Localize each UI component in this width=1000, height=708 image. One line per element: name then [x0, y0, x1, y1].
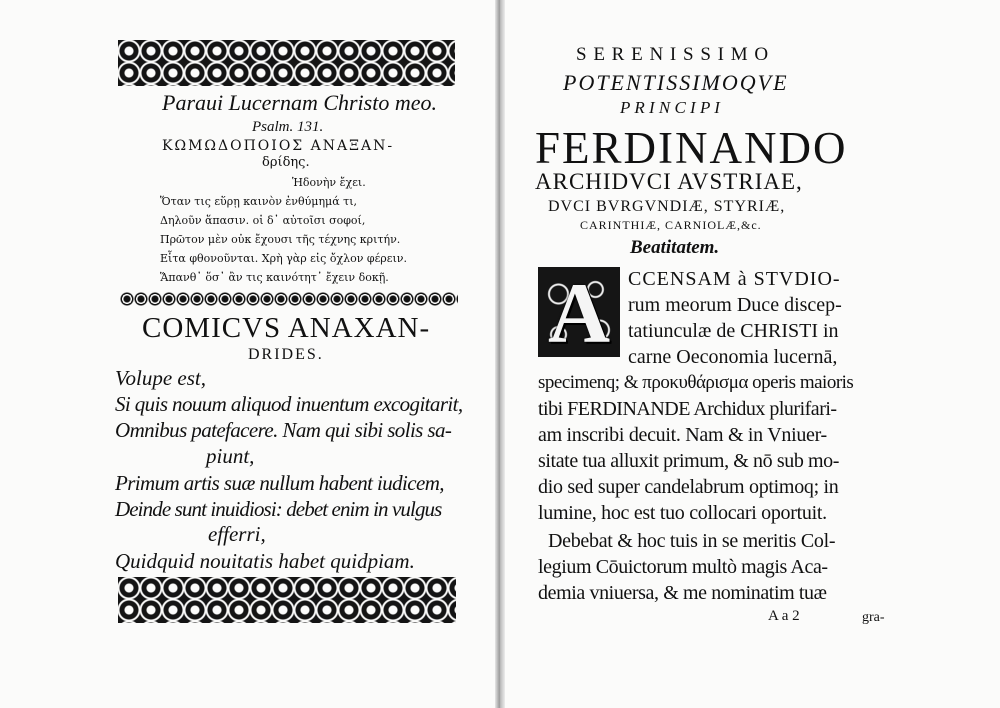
- divider-ornament: [120, 292, 458, 306]
- latin-verse-line: Quidquid nouitatis habet quidpiam.: [115, 549, 415, 573]
- body-line: tatiunculæ de CHRISTI in: [628, 320, 839, 342]
- signature-mark: A a 2: [768, 608, 800, 624]
- body-line: rum meorum Duce discep-: [628, 294, 842, 316]
- latin-verse-line: Omnibus patefacere. Nam qui sibi solis sa-: [115, 418, 452, 442]
- epigraph: Paraui Lucernam Christo meo.: [162, 90, 437, 115]
- body-line: specimenq; & προκυθάρισμα operis maioris: [538, 372, 854, 393]
- latin-verse-line: Deinde sunt inuidiosi: debet enim in vulgus: [115, 497, 442, 521]
- latin-heading-line-1: COMICVS ANAXAN-: [142, 312, 431, 344]
- dedication-line-2: POTENTISSIMOQVE: [563, 70, 789, 95]
- latin-verse-line: Volupe est,: [115, 366, 206, 390]
- body-line: legium Cōuictorum multò magis Aca-: [538, 556, 828, 578]
- latin-verse-line: piunt,: [206, 444, 255, 468]
- latin-verse-line: Primum artis suæ nullum habent iudicem,: [115, 471, 444, 495]
- body-line: tibi FERDINANDE Archidux plurifari-: [538, 398, 837, 420]
- body-line: dio sed super candelabrum optimoq; in: [538, 476, 839, 498]
- psalm-reference: Psalm. 131.: [252, 119, 324, 135]
- body-line: sitate tua alluxit primum, & nō sub mo-: [538, 450, 840, 472]
- latin-heading-line-2: DRIDES.: [248, 346, 324, 363]
- dedication-line-1: S E R E N I S S I M O: [576, 44, 770, 65]
- latin-verse-line: efferri,: [208, 522, 266, 546]
- greek-verse-line: Ἡδονὴν ἔχει.: [292, 176, 366, 189]
- top-ornament-band: [118, 40, 455, 86]
- dedication-line-3: P R I N C I P I: [620, 98, 720, 117]
- greek-verse-line: Δηλοῦν ἅπασιν. οἱ δ᾽ αὐτοῖσι σοφοί,: [160, 214, 366, 227]
- body-line: carne Oeconomia lucernā,: [628, 346, 838, 368]
- body-line: CCENSAM à STVDIO-: [628, 268, 841, 290]
- greek-verse-line: Πρῶτον μὲν οὐκ ἔχουσι τῆς τέχνης κριτήν.: [160, 233, 401, 246]
- drop-cap-letter: A: [547, 265, 611, 361]
- latin-verse-line: Si quis nouum aliquod inuentum excogitarit,: [115, 392, 463, 416]
- bottom-ornament-band: [118, 577, 456, 623]
- title-line-1: ARCHIDVCI AVSTRIAE,: [535, 169, 803, 194]
- greek-heading-line-1: ΚΩΜΩΔΟΠΟΙΟΣ ΑΝΑΞΑΝ-: [162, 138, 395, 154]
- greek-verse-line: Ὅταν τις εὕρῃ καινὸν ἐνθύμημά τι,: [160, 195, 358, 208]
- book-gutter: [495, 0, 505, 708]
- body-line: am inscribi decuit. Nam & in Vniuer-: [538, 424, 827, 446]
- body-line: lumine, hoc est tuo collocari oportuit.: [538, 502, 827, 524]
- catchword: gra-: [862, 610, 885, 625]
- body-line: demia vniuersa, & me nominatim tuæ: [538, 582, 827, 604]
- greek-verse-line: Ἅπανθ᾽ ὅσ᾽ ἂν τις καινότητ᾽ ἔχειν δοκῇ.: [160, 271, 389, 284]
- greek-heading-line-2: δρίδης.: [262, 155, 310, 170]
- drop-cap-ornament: [538, 265, 620, 361]
- salutation: Beatitatem.: [630, 237, 720, 258]
- title-line-3: CARINTHIÆ, CARNIOLÆ,&c.: [580, 218, 762, 232]
- dedicatee-name: FERDINANDO: [535, 123, 848, 173]
- title-line-2: DVCI BVRGVNDIÆ, STYRIÆ,: [548, 198, 786, 215]
- greek-verse-line: Εἶτα φθονοῦνται. Χρὴ γὰρ εἰς ὄχλον φέρειν.: [160, 252, 407, 265]
- body-line: Debebat & hoc tuis in se meritis Col-: [548, 530, 836, 552]
